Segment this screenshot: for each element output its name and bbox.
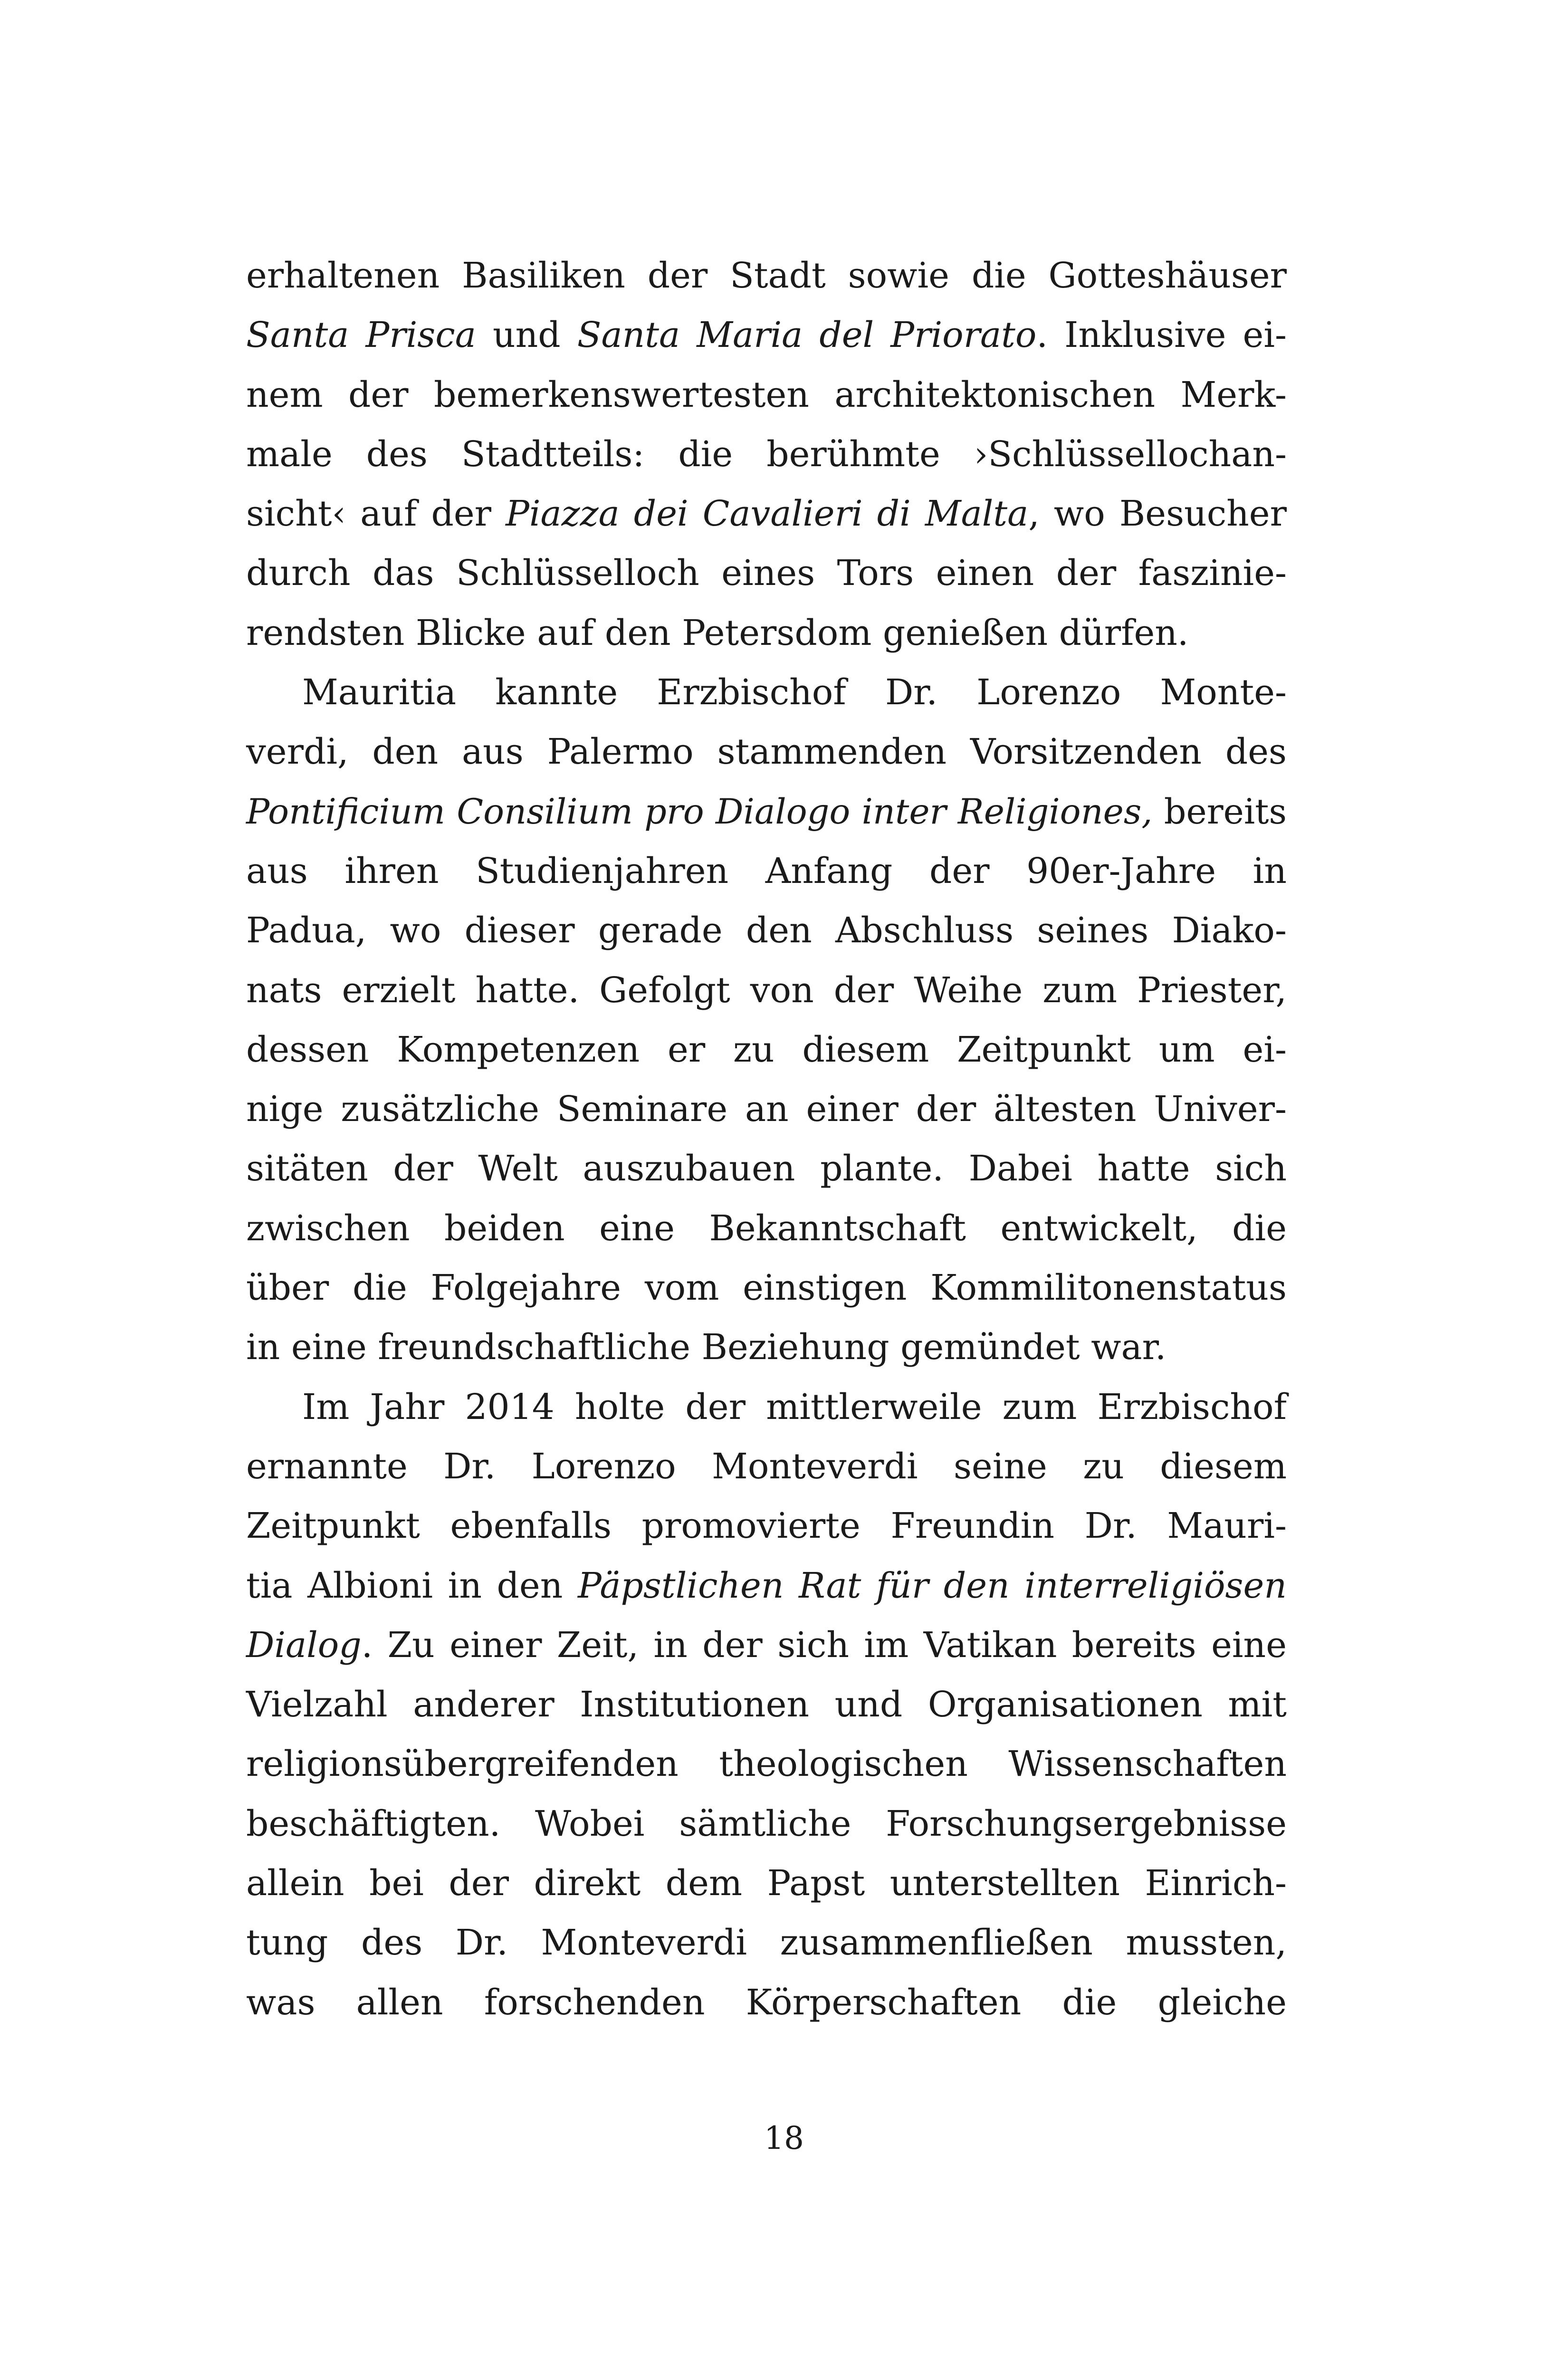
text-segment: male des Stadtteils: die berühmte ›Schlüssellochan- [246,433,1287,475]
text-line [246,1020,1287,1080]
text-segment: Vielzahl anderer Institutionen und Organisationen mit [246,1684,1287,1725]
text-line [246,722,1287,782]
text-segment: verdi, den aus Palermo stammenden Vorsitzenden des [246,731,1287,773]
text-line [246,1556,1287,1616]
text-segment: zwischen beiden eine Bekanntschaft entwickelt, die [246,1207,1287,1249]
text-segment: tia Albioni in den [246,1565,578,1606]
text-segment: beschäftigten. Wobei sämtliche Forschungsergebnisse [246,1803,1287,1844]
text-line [246,544,1287,603]
text-line [246,842,1287,901]
page-number: 18 [764,2120,804,2156]
italic-text-segment: Dialog [246,1624,362,1666]
text-line [246,663,1287,722]
text-segment: sitäten der Welt auszubauen plante. Dabei hatte sich [246,1148,1287,1189]
text-line [246,1913,1287,1973]
text-line [246,1794,1287,1854]
body-text [246,246,1287,2032]
text-line [246,1318,1287,1377]
text-segment: . Inklusive ei- [1036,315,1287,356]
text-line [246,425,1287,484]
text-segment: . Zu einer Zeit, in der sich im Vatikan bereits eine [361,1624,1287,1666]
text-segment: nem der bemerkenswertesten architektonischen Merk- [246,374,1287,415]
text-line [246,1080,1287,1139]
text-line [246,1139,1287,1198]
text-segment: nats erzielt hatte. Gefolgt von der Weihe zum Priester, [246,969,1287,1011]
text-segment: erhaltenen Basiliken der Stadt sowie die Gotteshäuser [246,255,1287,296]
text-segment: Padua, wo dieser gerade den Abschluss seines Diako- [246,910,1287,951]
text-segment: , wo Besucher [1028,493,1287,535]
text-segment: über die Folgejahre vom einstigen Kommilitonenstatus [246,1267,1287,1309]
text-segment: bereits [1152,791,1287,832]
italic-text-segment: Santa Maria del Priorato [577,315,1037,356]
text-segment: religionsübergreifenden theologischen Wissenschaften [246,1744,1287,1785]
text-line [246,1199,1287,1258]
text-line [246,782,1287,842]
text-line [246,604,1287,663]
text-segment: Mauritia kannte Erzbischof Dr. Lorenzo Monte- [302,672,1287,713]
text-segment: in eine freundschaftliche Beziehung gemündet war. [246,1327,1166,1368]
text-line [246,365,1287,425]
text-line [246,1437,1287,1496]
text-line [246,1734,1287,1794]
text-segment: Zeitpunkt ebenfalls promovierte Freundin Dr. Mauri- [246,1505,1287,1547]
text-line [246,1616,1287,1675]
text-segment: und [476,315,577,356]
italic-text-segment: Päpstlichen Rat für den interreligiösen [577,1565,1287,1606]
italic-text-segment: Piazza dei Cavalieri di Malta [506,493,1029,535]
italic-text-segment: Pontificium Consilium pro Dialogo inter Religiones, [246,791,1153,832]
text-segment: nige zusätzliche Seminare an einer der ältesten Univer- [246,1089,1287,1130]
text-segment: allein bei der direkt dem Papst unterstellten Einrich- [246,1863,1287,1904]
text-line [246,1854,1287,1913]
text-segment: ernannte Dr. Lorenzo Monteverdi seine zu diesem [246,1446,1287,1487]
text-segment: durch das Schlüsselloch eines Tors einen der faszinie- [246,553,1287,594]
text-segment: aus ihren Studienjahren Anfang der 90er-Jahre in [246,850,1287,891]
text-line [246,1378,1287,1437]
text-line [246,306,1287,365]
text-line [246,961,1287,1020]
text-line [246,1258,1287,1318]
text-segment: was allen forschenden Körperschaften die gleiche [246,1982,1287,2023]
text-line [246,246,1287,306]
text-segment: rendsten Blicke auf den Petersdom genießen dürfen. [246,612,1189,653]
italic-text-segment: Santa Prisca [246,315,476,356]
text-segment: sicht‹ auf der [246,493,506,535]
text-line [246,484,1287,544]
text-segment: dessen Kompetenzen er zu diesem Zeitpunkt um ei- [246,1029,1287,1070]
text-line [246,1496,1287,1556]
text-line [246,1675,1287,1734]
text-segment: tung des Dr. Monteverdi zusammenfließen mussten, [246,1922,1287,1964]
text-line [246,901,1287,960]
text-segment: Im Jahr 2014 holte der mittlerweile zum Erzbischof [302,1386,1287,1428]
text-line [246,1973,1287,2032]
